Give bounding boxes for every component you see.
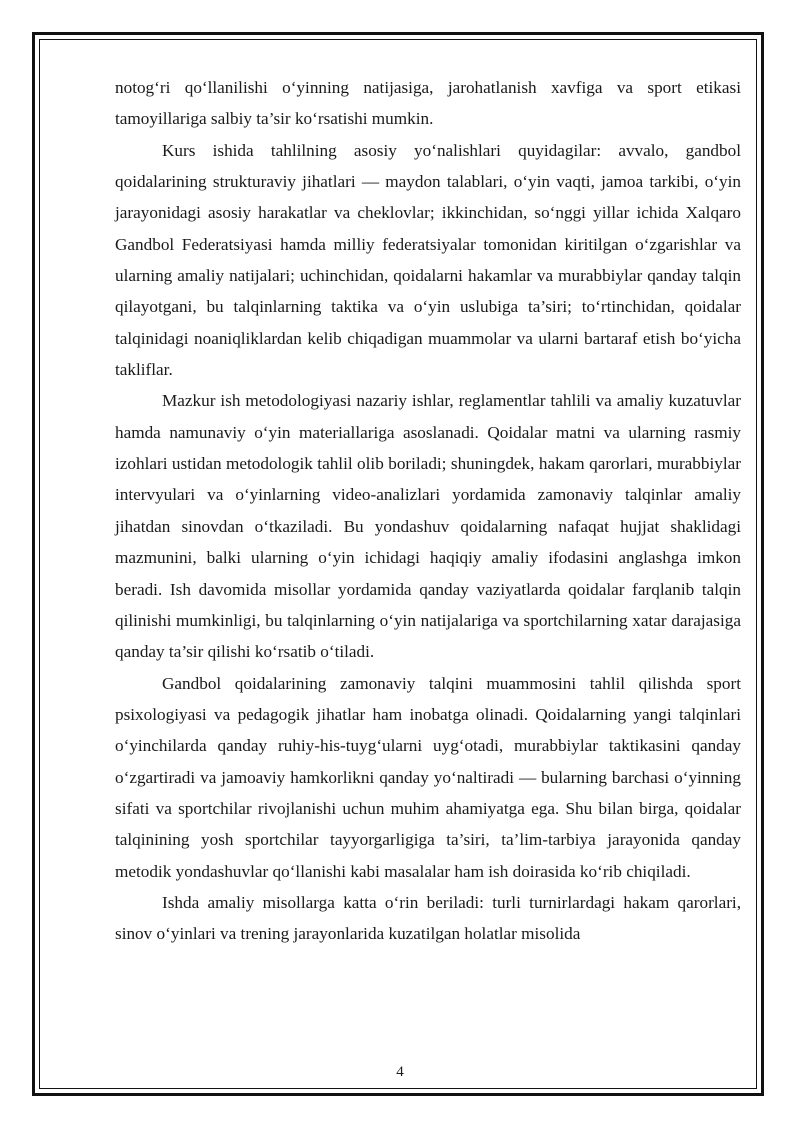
page-number: 4 [396,1064,404,1080]
paragraph-analysis-directions: Kurs ishida tahlilning asosiy yo‘nalishlari quyidagilar: avvalo, gandbol qoidalarining strukturaviy jihatlari — maydon talablari, o‘yin vaqti, jamoa tarkibi, o‘yin jarayonidagi asosiy harakatlar va cheklovlar; ikkinchidan, so‘nggi yillar ichida Xalqaro Gandbol Federatsiyasi hamda milliy federatsiyalar tomonidan kiritilgan o‘zgarishlar va ularning amaliy natijalari; uchinchidan, qoidalarni hakamlar va murabbiylar qanday talqin qilayotgani, bu talqinlarning taktika va o‘yin uslubiga ta’siri; to‘rtinchidan, qoidalar talqinidagi noaniqliklardan kelib chiqadigan muammolar va ularni bartaraf etish bo‘yicha takliflar. [115,140,741,380]
paragraph-methodology: Mazkur ish metodologiyasi nazariy ishlar, reglamentlar tahlili va amaliy kuzatuvlar hamda namunaviy o‘yin materiallariga asoslanadi. Qoidalar matni va ularning rasmiy izohlari ustidan metodologik tahlil olib boriladi; shuningdek, hakam qarorlari, murabbiylar intervyulari va o‘yinlarning video-analizlari yordamida zamonaviy talqinlar amaliy jihatdan sinovdan o‘tkaziladi. Bu yondashuv qoidalarning nafaqat hujjat shaklidagi mazmunini, balki ularning o‘yin ichidagi haqiqiy amaliy ifodasini anglashga imkon beradi. Ish davomida misollar yordamida qanday vaziyatlarda qoidalar farqlanib talqin qilinishi mumkinligi, bu talqinlarning o‘yin natijalariga va sportchilarning xatar darajasiga qanday ta’sir qilishi ko‘rsatib o‘tiladi. [115,391,741,662]
document-body [115,72,741,950]
paragraph-psychology-pedagogy: Gandbol qoidalarining zamonaviy talqini muammosini tahlil qilishda sport psixologiyasi va pedagogik jihatlar ham inobatga olinadi. Qoidalarning yangi talqinlari o‘yinchilarda qanday ruhiy-his-tuyg‘ularni uyg‘otadi, murabbiylar taktikasini qanday o‘zgartiradi va jamoaviy hamkorlikni qanday yo‘naltiradi — bularning barchasi o‘yinning sifati va sportchilar rivojlanishi uchun muhim ahamiyatga ega. Shu bilan birga, qoidalar talqinining yosh sportchilar tayyorgarligiga ta’siri, ta’lim-tarbiya jarayonida qanday metodik yondashuvlar qo‘llanishi kabi masalalar ham ish doirasida ko‘rib chiqiladi. [115,673,741,881]
paragraph-practical-examples: Ishda amaliy misollarga katta o‘rin beriladi: turli turnirlardagi hakam qarorlari, sinov o‘yinlari va trening jarayonlarida kuzatilgan holatlar misolida [115,892,741,944]
paragraph-continuation: notog‘ri qo‘llanilishi o‘yinning natijasiga, jarohatlanish xavfiga va sport etikasi tamoyillariga salbiy ta’sir ko‘rsatishi mumkin. [115,78,741,129]
